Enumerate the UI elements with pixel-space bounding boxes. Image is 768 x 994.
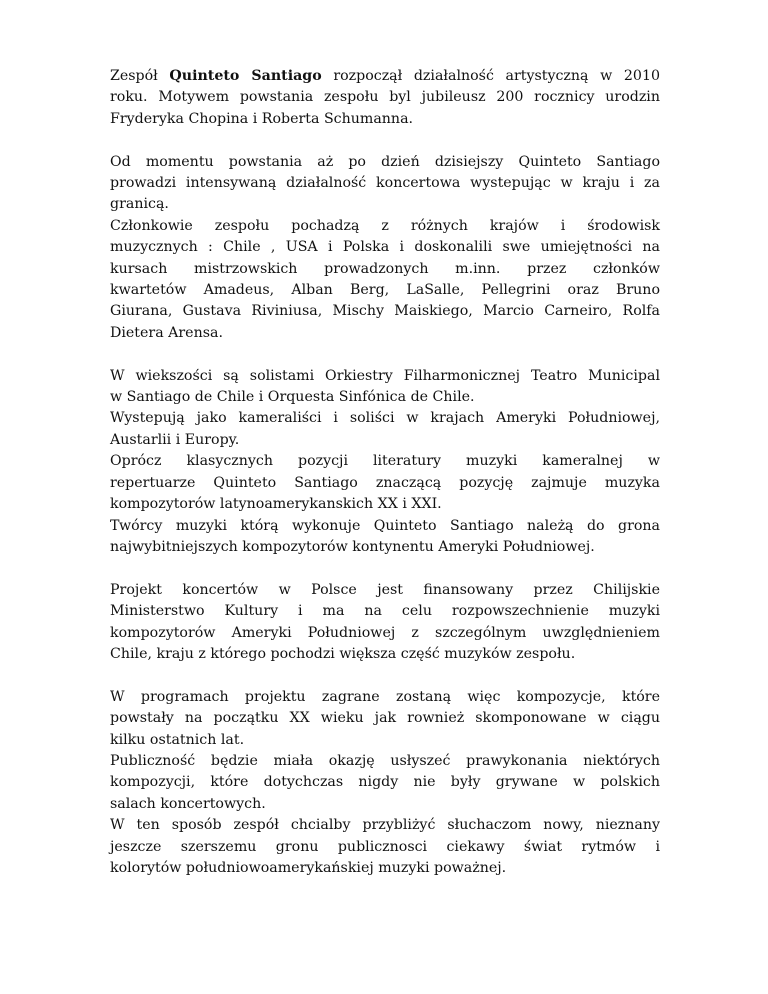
text-line: Twórcy muzyki którą wykonuje Quinteto Santiago należą do grona xyxy=(110,517,660,534)
text-line: Ministerstwo Kultury i ma na celu rozpowszechnienie muzyki xyxy=(110,603,660,620)
text-line: repertuarze Quinteto Santiago znaczącą pozycję zajmuje muzyka xyxy=(110,474,660,491)
text-line: Chile, kraju z którego pochodzi większa część muzyków zespołu. xyxy=(110,645,576,662)
text-line: roku. Motywem powstania zespołu byl jubileusz 200 rocznicy urodzin xyxy=(110,89,660,106)
text-line: Członkowie zespołu pochadzą z różnych krajów i środowisk xyxy=(110,217,660,234)
text-line: kompozycji, które dotychczas nigdy nie były grywane w polskich xyxy=(110,774,660,791)
text-line: kilku ostatnich lat. xyxy=(110,731,245,748)
text-line: W programach projektu zagrane zostaną więc kompozycje, które xyxy=(110,688,660,705)
paragraph-3 xyxy=(110,366,660,559)
text-line: Publiczność będzie miała okazję usłyszeć prawykonania niektórych xyxy=(110,752,660,769)
text-line: Zespół Quinteto Santiago rozpoczął działalność artystyczną w 2010 xyxy=(110,68,660,84)
text-line: kursach mistrzowskich prowadzonych m.inn. przez członków xyxy=(110,260,660,277)
text-line: kwartetów Amadeus, Alban Berg, LaSalle, Pellegrini oraz Bruno xyxy=(110,282,660,299)
text-line: w Santiago de Chile i Orquesta Sinfónica de Chile. xyxy=(110,389,475,406)
text-line: kompozytorów latynoamerykanskich XX i XXI. xyxy=(110,496,442,513)
text-line: Wystepują jako kameraliści i soliści w krajach Ameryki Południowej, xyxy=(110,410,660,427)
text-line: powstały na początku XX wieku jak rownież skomponowane w ciągu xyxy=(110,710,660,727)
document-page xyxy=(110,66,660,901)
text-line: kolorytów południowoamerykańskiej muzyki poważnej. xyxy=(110,859,507,876)
text-line: salach koncertowych. xyxy=(110,795,266,812)
text-line: Od momentu powstania aż po dzień dzisiejszy Quinteto Santiago xyxy=(110,153,660,170)
text-line: granicą. xyxy=(110,196,169,213)
paragraph-4 xyxy=(110,580,660,666)
text-line: kompozytorów Ameryki Południowej z szczególnym uwzględnieniem xyxy=(110,624,660,641)
text-line: najwybitniejszych kompozytorów kontynentu Ameryki Południowej. xyxy=(110,538,595,555)
text-line: Oprócz klasycznych pozycji literatury muzyki kameralnej w xyxy=(110,453,660,470)
ensemble-name-bold: Quinteto Santiago xyxy=(169,68,322,84)
text-line: Projekt koncertów w Polsce jest finansowany przez Chilijskie xyxy=(110,581,660,598)
text-line: jeszcze szerszemu gronu publicznosci ciekawy świat rytmów i xyxy=(110,838,660,855)
text-line: prowadzi intensywaną działalność koncertowa wystepując w kraju i za xyxy=(110,175,660,192)
text-line: Austarlii i Europy. xyxy=(110,431,240,448)
text-line: W ten sposób zespół chcialby przybliżyć słuchaczom nowy, nieznany xyxy=(110,817,660,834)
paragraph-5 xyxy=(110,687,660,880)
text-line: Fryderyka Chopina i Roberta Schumanna. xyxy=(110,110,414,127)
paragraph-1 xyxy=(110,66,660,130)
text-line: W wiekszości są solistami Orkiestry Filharmonicznej Teatro Municipal xyxy=(110,367,660,384)
paragraph-2 xyxy=(110,152,660,345)
text-line: muzycznych : Chile , USA i Polska i doskonalili swe umiejętności na xyxy=(110,239,660,256)
text-line: Giurana, Gustava Riviniusa, Mischy Maiskiego, Marcio Carneiro, Rolfa xyxy=(110,303,660,320)
text-line: Dietera Arensa. xyxy=(110,324,223,341)
